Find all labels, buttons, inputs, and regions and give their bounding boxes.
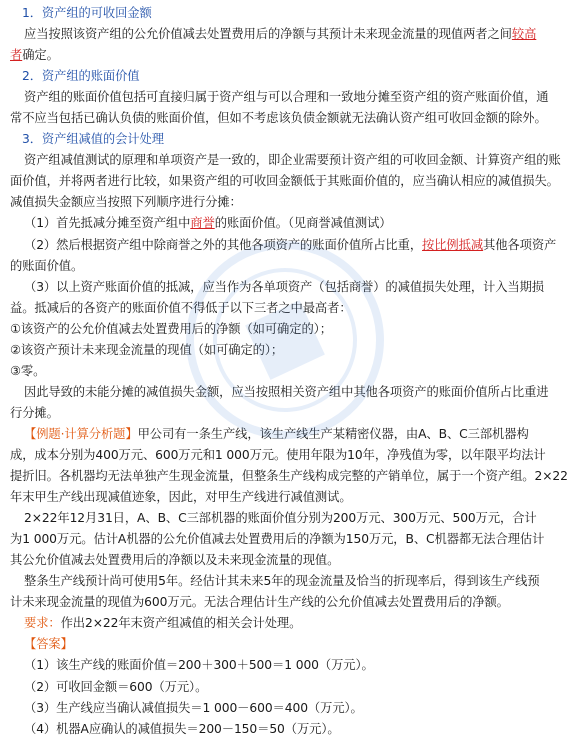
section-3-paragraph-line: 面价值，并将两者进行比较，如果资产组的可收回金额低于其账面价值的，应当确认相应的减值损失。 xyxy=(10,174,559,189)
allocation-step-1: （1）首先抵减分摊至资产组中商誉的账面价值。（见商誉减值测试） xyxy=(24,216,392,231)
allocation-step-2: （2）然后根据资产组中除商誉之外的其他各项资产的账面价值所占比重，按比例抵减其他各项资产 xyxy=(24,237,557,252)
answer-line-3: （3）生产线应当确认减值损失＝1 000－600＝400（万元）。 xyxy=(24,700,363,715)
example-line: 【例题·计算分析题】甲公司有一条生产线，该生产线生产某精密仪器，由A、B、C三部机器构 xyxy=(24,426,529,441)
section-3-paragraph-line: 减值损失金额应当按照下列顺序进行分摊： xyxy=(10,195,242,210)
example-line: 年末甲生产线出现减值迹象，因此，对甲生产线进行减值测试。 xyxy=(10,490,352,505)
condition-1: ①该资产的公允价值减去处置费用后的净额（如可确定的）； xyxy=(10,321,332,336)
requirement-line: 要求：作出2×22年末资产组减值的相关会计处理。 xyxy=(24,616,302,631)
highlight-proportional: 按比例抵减 xyxy=(422,237,484,252)
example-line: 为1 000万元。估计A机器的公允价值减去处置费用后的净额为150万元，B、C机器都无法合理估计 xyxy=(10,532,545,547)
section-3-closing-line: 行分摊。 xyxy=(10,405,59,420)
example-tag: 【例题·计算分析题】 xyxy=(24,426,138,441)
section-2-heading: 2．资产组的账面价值 xyxy=(22,69,140,84)
answer-tag: 【答案】 xyxy=(24,637,73,652)
condition-2: ②该资产预计未来现金流量的现值（如可确定的）； xyxy=(10,342,284,357)
allocation-step-3-cont: 益。抵减后的各资产的账面价值不得低于以下三者之中最高者： xyxy=(10,300,352,315)
condition-3: ③零。 xyxy=(10,363,46,378)
section-3-closing-line: 因此导致的未能分摊的减值损失金额，应当按照相关资产组中其他各项资产的账面价值所占比重进 xyxy=(24,384,549,399)
highlight-goodwill: 商誉 xyxy=(190,216,215,231)
example-line: 整条生产线预计尚可使用5年。经估计其未来5年的现金流量及恰当的折现率后，得到该生产线预 xyxy=(24,574,540,589)
section-1-paragraph-line: 应当按照该资产组的公允价值减去处置费用后的净额与其预计未来现金流量的现值两者之间较高 xyxy=(24,27,537,42)
allocation-step-2-cont: 的账面价值。 xyxy=(10,258,84,273)
answer-line-2: （2）可收回金额＝600（万元）。 xyxy=(24,679,208,694)
section-2-paragraph-line: 常不应当包括已确认负债的账面价值，但如不考虑该负债金额就无法确认资产组可收回金额的除外。 xyxy=(10,111,547,126)
section-1-heading: 1．资产组的可收回金额 xyxy=(22,6,152,20)
example-line: 成，成本分别为400万元、600万元和1 000万元。使用年限为10年，净残值为零，以年限平均法计 xyxy=(10,447,546,462)
section-3-paragraph-line: 资产组减值测试的原理和单项资产是一致的，即企业需要预计资产组的可收回金额、计算资产组的账 xyxy=(24,153,561,168)
example-line: 其公允价值减去处置费用后的净额以及未来现金流量的现值。 xyxy=(10,553,340,568)
example-line: 计未来现金流量的现值为600万元。无法合理估计生产线的公允价值减去处置费用后的净额。 xyxy=(10,595,509,610)
example-line: 2×22年12月31日，A、B、C三部机器的账面价值分别为200万元、300万元、500万元，合计 xyxy=(24,511,537,526)
requirement-tag: 要求： xyxy=(24,616,61,631)
section-1-paragraph-line: 者确定。 xyxy=(10,48,59,63)
highlight-higher-tail: 者 xyxy=(10,48,23,63)
section-2-paragraph-line: 资产组的账面价值包括可直接归属于资产组与可以合理和一致地分摊至资产组的资产账面价值，通 xyxy=(24,90,549,105)
highlight-higher: 较高 xyxy=(511,27,537,42)
section-3-heading: 3．资产组减值的会计处理 xyxy=(22,132,164,147)
allocation-step-3: （3）以上资产账面价值的抵减，应当作为各单项资产（包括商誉）的减值损失处理，计入当期损 xyxy=(24,279,544,294)
example-line: 提折旧。各机器均无法单独产生现金流量，但整条生产线构成完整的产销单位，属于一个资产组。2×22 xyxy=(10,469,568,484)
answer-line-1: （1）该生产线的账面价值＝200＋300＋500＝1 000（万元）。 xyxy=(24,658,374,673)
answer-line-4: （4）机器A应确认的减值损失＝200－150＝50（万元）。 xyxy=(24,721,340,736)
